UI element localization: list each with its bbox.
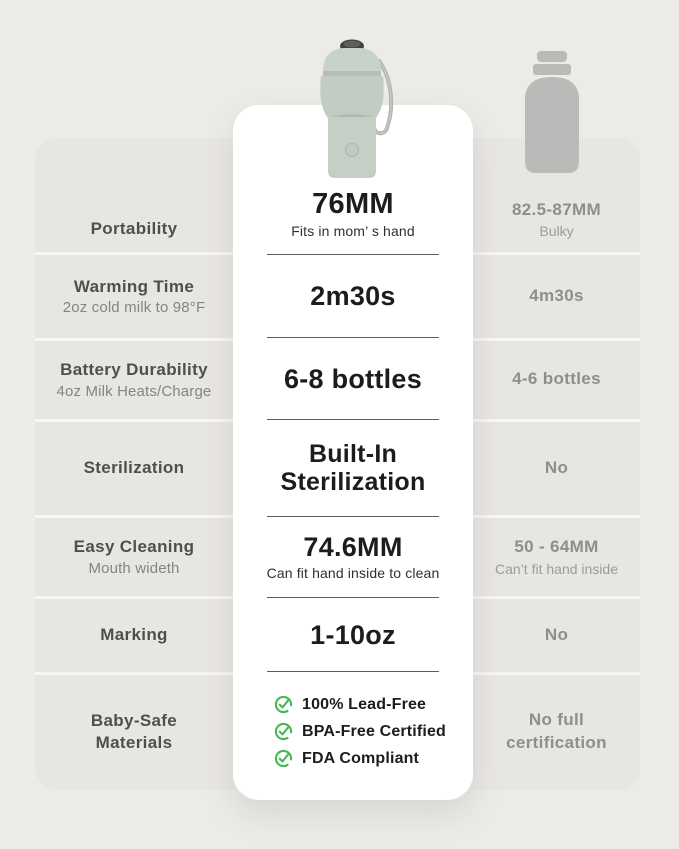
our-value-cell bbox=[233, 673, 473, 790]
list-item bbox=[274, 722, 446, 741]
our-value: Built-In Sterilization bbox=[280, 440, 426, 496]
feature-label: Portability bbox=[90, 218, 178, 238]
competitor-value: 82.5-87MM bbox=[511, 199, 602, 219]
feature-note: 4oz Milk Heats/Charge bbox=[56, 382, 212, 400]
feature-label: Sterilization bbox=[83, 458, 185, 478]
our-value: 74.6MM bbox=[303, 531, 403, 562]
competitor-value-note: Bulky bbox=[539, 223, 574, 239]
competitor-value-cell bbox=[473, 253, 640, 339]
table-row bbox=[35, 420, 640, 516]
our-value-note: Can fit hand inside to clean bbox=[266, 565, 440, 582]
competitor-value-cell bbox=[473, 516, 640, 597]
feature-cell bbox=[35, 420, 233, 516]
feature-cell bbox=[35, 339, 233, 420]
our-value-cell bbox=[233, 253, 473, 339]
table-row bbox=[35, 339, 640, 420]
our-value-cell bbox=[233, 138, 473, 253]
upper-body bbox=[320, 76, 383, 118]
feature-cell bbox=[35, 253, 233, 339]
competitor-value: No bbox=[544, 624, 569, 644]
feature-cell bbox=[35, 138, 233, 253]
feature-label: Marking bbox=[100, 625, 168, 645]
feature-cell bbox=[35, 673, 233, 790]
table-row bbox=[35, 138, 640, 253]
list-item bbox=[274, 749, 419, 768]
feature-label: Easy Cleaning bbox=[73, 537, 195, 557]
our-value: 1-10oz bbox=[310, 619, 396, 650]
list-item bbox=[274, 695, 426, 714]
table-row bbox=[35, 597, 640, 673]
certifications-list bbox=[274, 695, 446, 768]
certification-label: BPA-Free Certified bbox=[302, 722, 446, 740]
competitor-value: 4-6 bottles bbox=[512, 369, 601, 389]
our-value: 2m30s bbox=[310, 280, 396, 311]
table-row bbox=[35, 673, 640, 790]
check-circle-icon bbox=[274, 749, 293, 768]
competitor-value-cell bbox=[473, 420, 640, 516]
competitor-value-cell bbox=[473, 597, 640, 673]
feature-cell bbox=[35, 516, 233, 597]
feature-note: 2oz cold milk to 98°F bbox=[62, 299, 206, 317]
our-value-note: Fits in mom’ s hand bbox=[291, 223, 415, 239]
competitor-value: No bbox=[544, 457, 569, 477]
competitor-value-cell bbox=[473, 138, 640, 253]
competitor-value: No full certification bbox=[506, 710, 607, 752]
feature-note: Mouth wideth bbox=[88, 559, 180, 577]
competitor-value-cell bbox=[473, 339, 640, 420]
competitor-value: 4m30s bbox=[529, 285, 584, 305]
our-value-cell bbox=[233, 420, 473, 516]
table-row bbox=[35, 253, 640, 339]
our-value-cell bbox=[233, 597, 473, 673]
check-circle-icon bbox=[274, 695, 293, 714]
certification-label: FDA Compliant bbox=[302, 749, 420, 767]
our-value-cell bbox=[233, 516, 473, 597]
check-circle-icon bbox=[274, 722, 293, 741]
feature-cell bbox=[35, 597, 233, 673]
table-row bbox=[35, 516, 640, 597]
feature-label: Baby-Safe Materials bbox=[90, 711, 178, 752]
competitor-value-note: Can’t fit hand inside bbox=[495, 560, 618, 577]
our-value-cell bbox=[233, 339, 473, 420]
our-value: 76MM bbox=[312, 187, 394, 220]
our-value: 6-8 bottles bbox=[284, 364, 422, 395]
feature-label: Battery Durability bbox=[60, 360, 208, 380]
competitor-value-cell bbox=[473, 673, 640, 790]
certification-label: 100% Lead-Free bbox=[302, 695, 427, 713]
competitor-value: 50 - 64MM bbox=[514, 537, 599, 557]
lid bbox=[323, 48, 381, 75]
feature-label: Warming Time bbox=[73, 276, 195, 296]
